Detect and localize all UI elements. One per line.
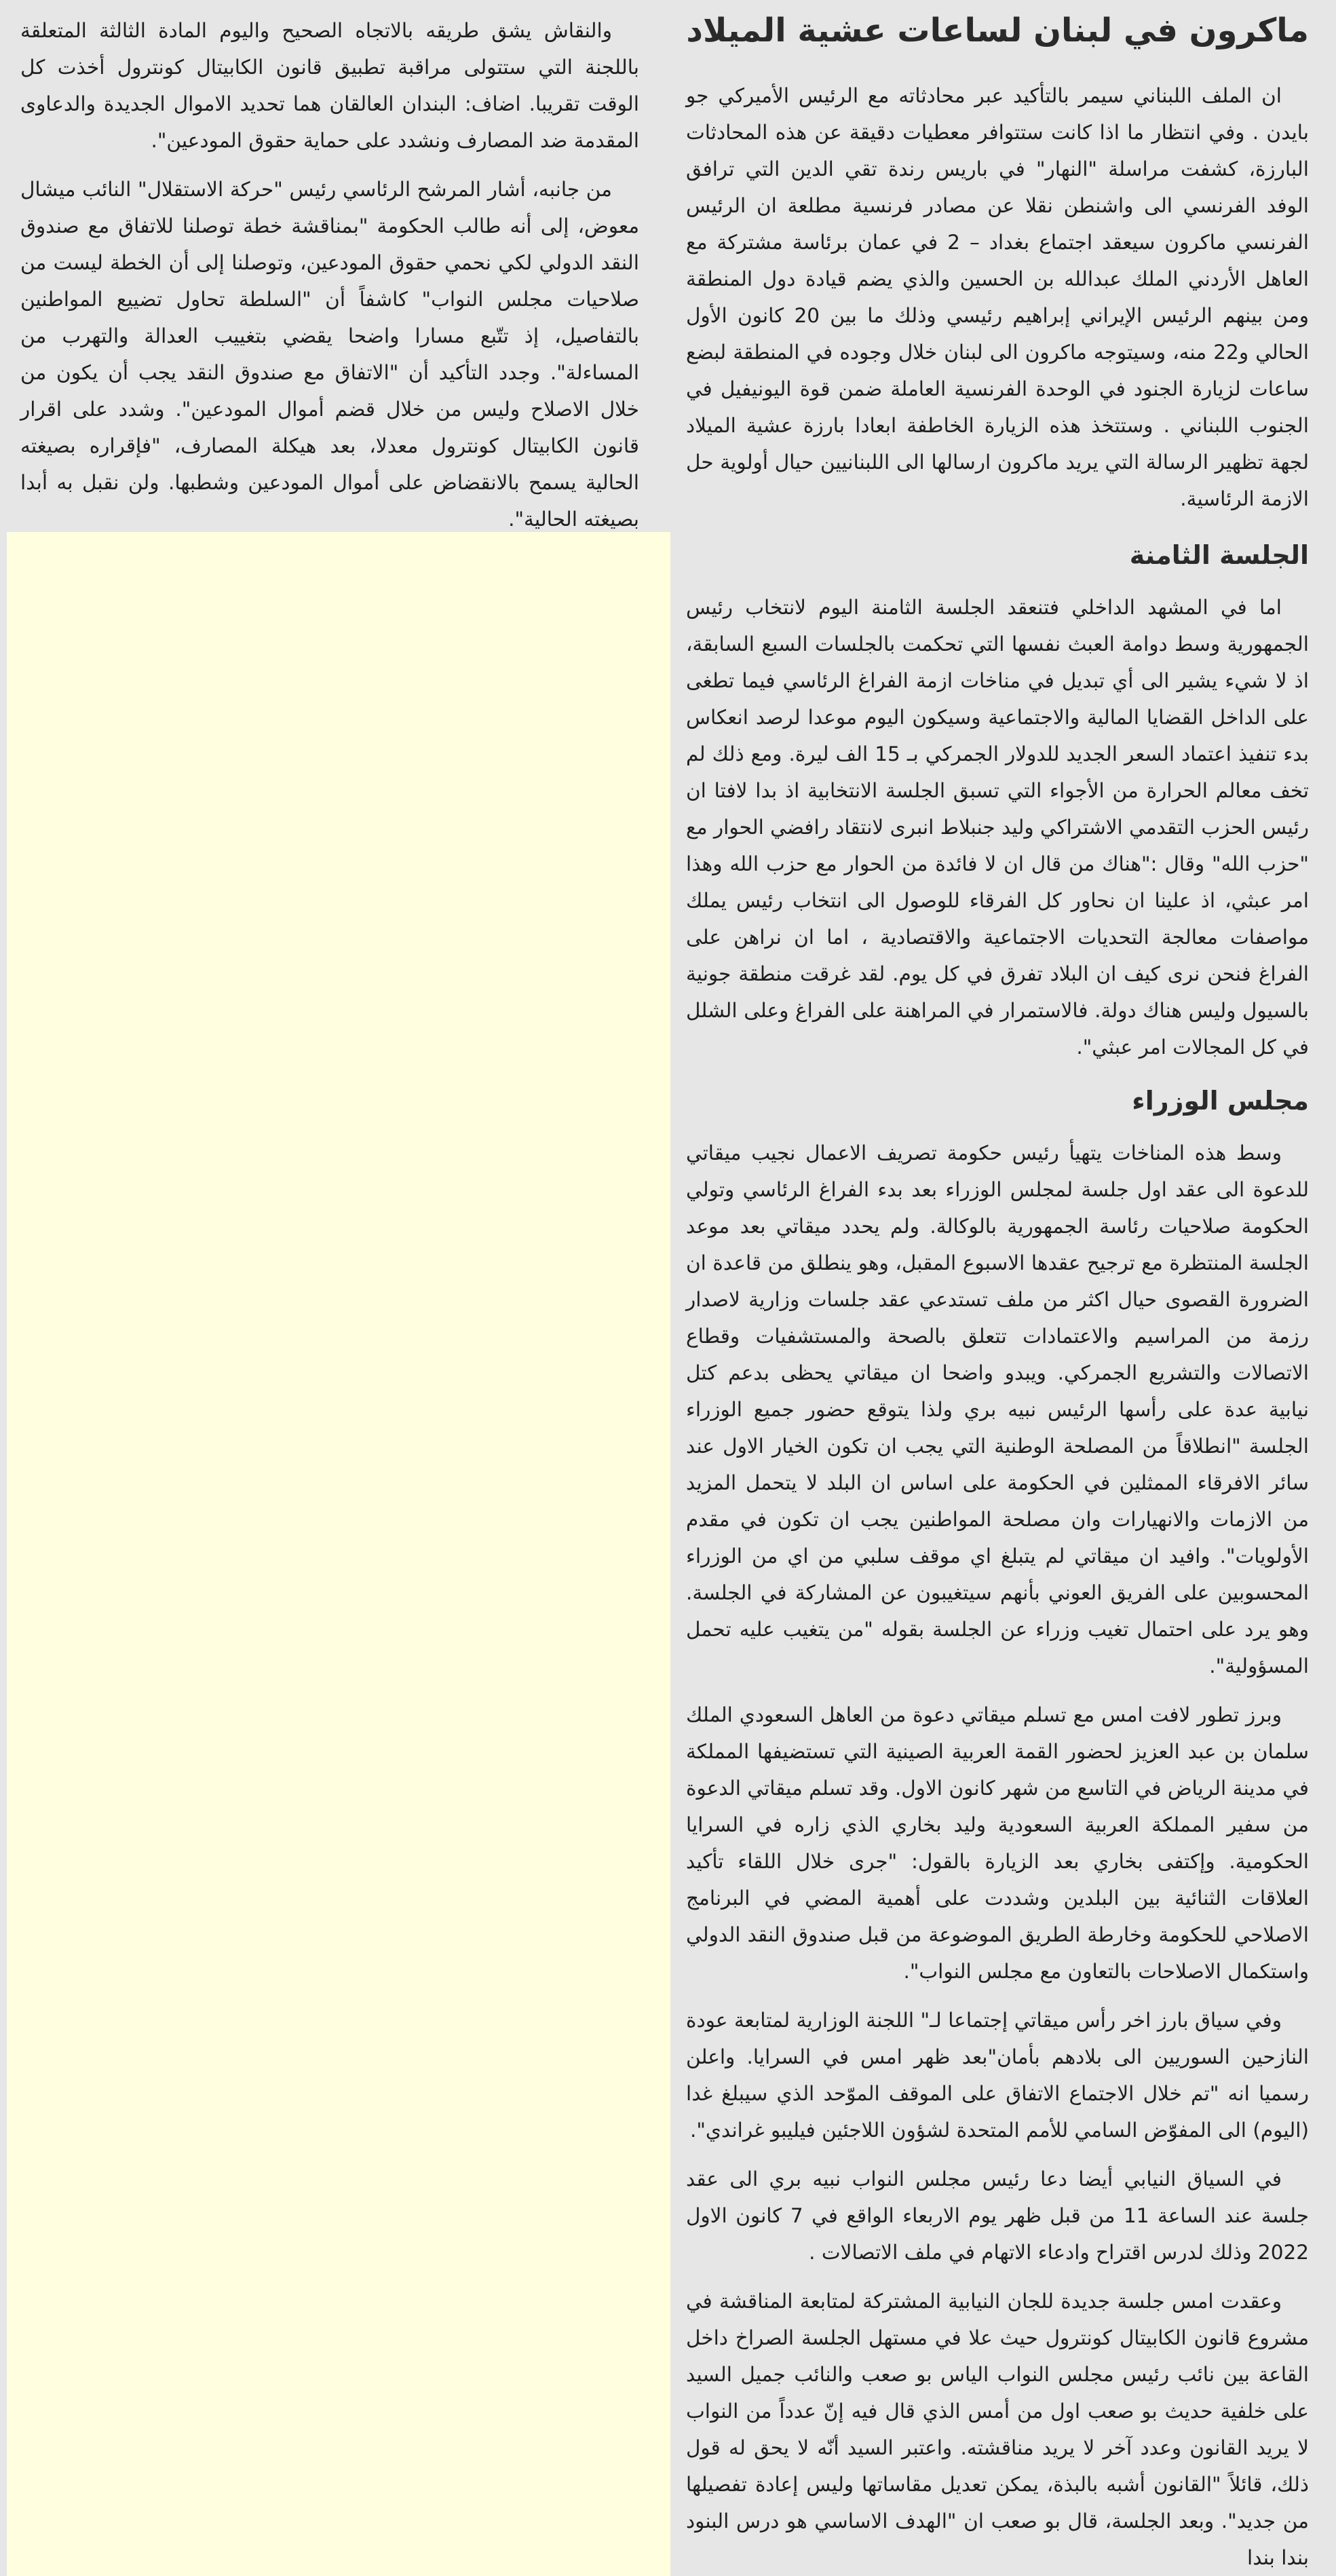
intro-paragraph: ان الملف اللبناني سيمر بالتأكيد عبر محادثاته مع الرئيس الأميركي جو بايدن . وفي انتظار ما اذا كانت ستتوافر معطيات دقيقة عن هذه المحادثات البارزة، كشفت مراسلة "النهار" في باريس رندة تقي الدين التي ترافق الوفد الفرنسي الى واشنطن نقلا عن مصادر فرنسية مطلعة ان الرئيس الفرنسي ماكرون سيعقد اجتماع بغداد – 2 في عمان برئاسة مشتركة مع العاهل الأردني الملك عبدالله بن الحسين والذي يضم قيادة دول المنطقة ومن بينهم الرئيس الإيراني إبراهيم رئيسي وذلك ما بين 20 كانون الأول الحالي و22 منه، وسيتوجه ماكرون الى لبنان خلال وجوده في المنطقة لبضع ساعات لزيارة الجنود في الوحدة الفرنسية العاملة ضمن قوة اليونيفيل في الجنوب اللبناني . وستتخذ هذه الزيارة الخاطفة ابعادا بارزة عشية الميلاد لجهة تظهير الرسالة التي يريد ماكرون ارسالها الى اللبنانيين حيال أولوية حل الازمة الرئاسية.: [686, 84, 1310, 510]
intro-column: [666, 0, 1325, 516]
section-council-of-ministers: [686, 1082, 1309, 2576]
section-paragraph: وفي سياق بارز اخر رأس ميقاتي إجتماعا لـ" اللجنة الوزارية لمتابعة عودة النازحين السوريين الى بلادهم بأمان"بعد ظهر امس في السرايا. واعلن رسميا انه "تم خلال الاجتماع الاتفاق على الموقف الموّحد الذي سيبلغ غدا (اليوم) الى المفوّض السامي للأمم المتحدة لشؤون اللاجئين فيليبو غراندي".: [686, 2009, 1309, 2142]
section-paragraph: وعقدت امس جلسة جديدة للجان النيابية المشتركة لمتابعة المناقشة في مشروع قانون الكابيتال كونترول حيث علا في مستهل الجلسة الصراخ داخل القاعة بين نائب رئيس مجلس النواب الياس بو صعب والنائب جميل السيد على خلفية حديث بو صعب اول من أمس الذي قال فيه إنّ عدداً من النواب لا يريد القانون وعدد آخر لا يريد مناقشته. واعتبر السيد أنّه لا يحق له قول ذلك، قائلاً "القانون أشبه بالبذة، يمكن تعديل مقاساتها وليس إعادة تفصيلها من جديد". وبعد الجلسة، قال بو صعب ان "الهدف الاساسي هو درس البنود بندا بندا: [686, 2290, 1309, 2569]
section-eighth-session: [686, 536, 1309, 1065]
section-title: الجلسة الثامنة: [1129, 540, 1309, 570]
section-paragraph: وبرز تطور لافت امس مع تسلم ميقاتي دعوة من العاهل السعودي الملك سلمان بن عبد العزيز لحضور القمة العربية الصينية التي تستضيفها المملكة في مدينة الرياض في التاسع من شهر كانون الاول. وقد تسلم ميقاتي الدعوة من سفير المملكة العربية السعودية وليد بخاري الذي زاره في السرايا الحكومية. وإكتفى بخاري بعد الزيارة بالقول: "جرى خلال اللقاء تأكيد العلاقات الثنائية بين البلدين وشددت على أهمية المضي في البرنامج الاصلاحي للحكومة وخارطة الطريق الموضوعة من قبل صندوق النقد الدولي واستكمال الاصلاحات بالتعاون مع مجلس النواب".: [686, 1703, 1309, 1983]
continuation-paragraph: من جانبه، أشار المرشح الرئاسي رئيس "حركة الاستقلال" النائب ميشال معوض، إلى أنه طالب الحكومة "بمناقشة خطة توصلنا للاتفاق مع صندوق النقد الدولي لكي نحمي حقوق المودعين، وتوصلنا إلى أن الخطة ليست من صلاحيات مجلس النواب" كاشفاً أن "السلطة تحاول تضييع المواطنين بالتفاصيل، إذ تتّبع مسارا واضحا يقضي بتغييب العدالة والتهرب من المساءلة". وجدد التأكيد أن "الاتفاق مع صندوق النقد يجب أن يكون من خلال الاصلاح وليس من خلال قضم أموال المودعين". وشدد على اقرار قانون الكابيتال كونترول معدلا، بعد هيكلة المصارف، "فإقراره بصيغته الحالية يسمح بالانقضاض على أموال المودعين وشطبها. ولن نقبل به أبدا بصيغته الحالية".: [20, 178, 639, 531]
continuation-column: [0, 0, 660, 531]
sections-column: [666, 536, 1325, 2576]
continuation-paragraph: والنقاش يشق طريقه بالاتجاه الصحيح واليوم المادة الثالثة المتعلقة باللجنة التي ستتولى مراقبة تطبيق قانون الكابيتال كونترول أخذت كل الوقت تقريبا. اضاف: البندان العالقان هما تحديد الاموال الجديدة والدعاوى المقدمة ضد المصارف ونشدد على حماية حقوق المودعين".: [20, 19, 639, 152]
section-title: مجلس الوزراء: [1132, 1086, 1309, 1116]
highlight-box: [7, 532, 670, 2576]
section-paragraph: في السياق النيابي أيضا دعا رئيس مجلس النواب نبيه بري الى عقد جلسة عند الساعة 11 من قبل ظهر يوم الاربعاء الواقع في 7 كانون الاول 2022 وذلك لدرس اقتراح وادعاء الاتهام في ملف الاتصالات .: [686, 2167, 1309, 2264]
section-paragraph: وسط هذه المناخات يتهيأ رئيس حكومة تصريف الاعمال نجيب ميقاتي للدعوة الى عقد اول جلسة لمجلس الوزراء بعد بدء الفراغ الرئاسي وتولي الحكومة صلاحيات رئاسة الجمهورية بالوكالة. ولم يحدد ميقاتي بعد موعد الجلسة المنتظرة مع ترجيح عقدها الاسبوع المقبل، وهو ينطلق من قاعدة ان الضرورة القصوى حيال اكثر من ملف تستدعي عقد جلسات وزارية لاصدار رزمة من المراسيم والاعتمادات تتعلق بالصحة والمستشفيات وقطاع الاتصالات والتشريع الجمركي. ويبدو واضحا ان ميقاتي يحظى بدعم كتل نيابية عدة على رأسها الرئيس نبيه بري ولذا يتوقع حضور جميع الوزراء الجلسة "انطلاقاً من المصلحة الوطنية التي يجب ان تكون الخيار الاول عند سائر الافرقاء الممثلين في الحكومة على اساس ان البلد لا يتحمل المزيد من الازمات والانهيارات وان مصلحة المواطنين يجب ان تكون في مقدم الأولويات". وافيد ان ميقاتي لم يتبلغ اي موقف سلبي من اي من الوزراء المحسوبين على الفريق العوني بأنهم سيتغيبون عن المشاركة في الجلسة. وهو يرد على احتمال تغيب وزراء عن الجلسة بقوله "من يتغيب عليه تحمل المسؤولية".: [686, 1141, 1309, 1678]
article-headline: ماكرون في لبنان لساعات عشية الميلاد: [686, 12, 1309, 50]
section-paragraph: اما في المشهد الداخلي فتنعقد الجلسة الثامنة اليوم لانتخاب رئيس الجمهورية وسط دوامة العبث نفسها التي تحكمت بالجلسات السبع السابقة، اذ لا شيء يشير الى أي تبديل في مناخات ازمة الفراغ الرئاسي فيما تطغى على الداخل القضايا المالية والاجتماعية وسيكون اليوم موعدا لرصد انعكاس بدء تنفيذ اعتماد السعر الجديد للدولار الجمركي بـ 15 الف ليرة. ومع ذلك لم تخف معالم الحرارة من الأجواء التي تسبق الجلسة الانتخابية اذ بدا لافتا ان رئيس الحزب التقدمي الاشتراكي وليد جنبلاط انبرى لانتقاد رافضي الحوار مع "حزب الله" وقال :"هناك من قال ان لا فائدة من الحوار مع حزب الله وهذا امر عبثي، اذ علينا ان نحاور كل الفرقاء للوصول الى انتخاب رئيس يملك مواصفات معالجة التحديات الاجتماعية والاقتصادية ، اما ان نراهن على الفراغ فنحن نرى كيف ان البلاد تفرق في كل يوم. لقد غرقت منطقة جونية بالسيول وليس هناك دولة. فالاستمرار في المراهنة على الفراغ وعلى الشلل في كل المجالات امر عبثي".: [686, 596, 1309, 1059]
